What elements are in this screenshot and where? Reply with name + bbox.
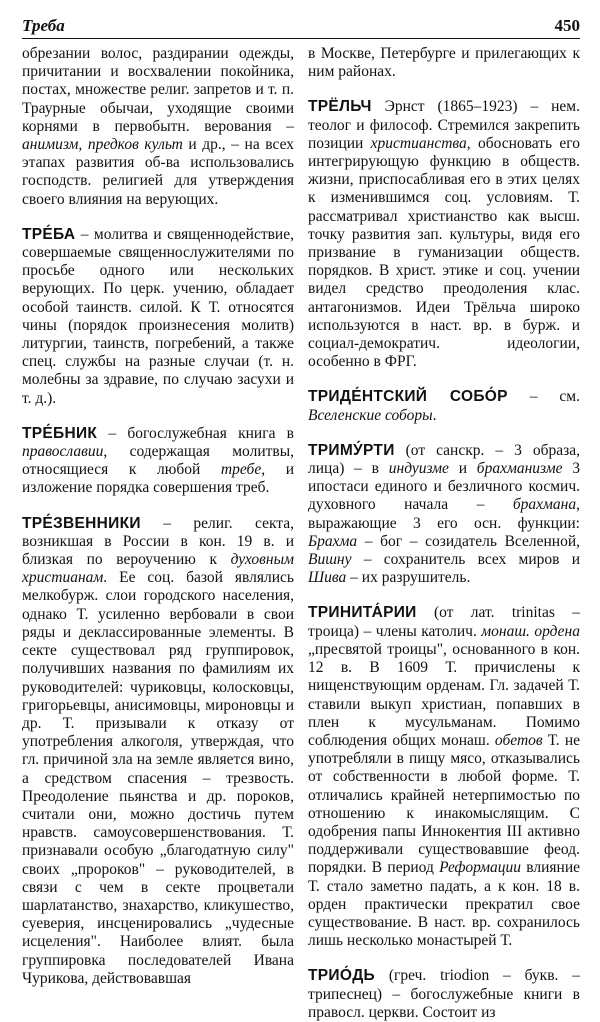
text-run: – богослужебная книга в (97, 424, 294, 442)
headword: ТРИДЕ́НТСКИЙ СОБО́Р (308, 388, 508, 406)
cross-reference: брахмана (512, 496, 577, 514)
text-run: – молитва и священнодействие, совершаемые священнослужителями по просьбе одного или нескольких верующих. По церк. учению, обладает особой таинств. силой. К Т. относятся чины (порядок произнесения молитв) литургии, таинств, погребений, а также спец. службы на разные случаи (т. н. молебны за здравие, по случаю засухи и т. д.). (22, 225, 294, 407)
text-run: (от лат. trinitas – троица) – члены католич. (308, 604, 580, 640)
entry-text (22, 45, 294, 209)
cross-reference: Вселенские соборы (308, 406, 433, 424)
cross-reference: индуизме (388, 460, 449, 478)
text-run: – религ. секта, возникшая в России в кон. 19 в. и близкая по вероучению к (22, 514, 294, 569)
text-run: 3 ипостаси единого и безличного космич. духовного начала – (308, 460, 581, 514)
headword: ТРЕ́БА (22, 225, 76, 243)
entry-trimurti (308, 442, 580, 588)
cross-reference: Вишну (308, 551, 352, 569)
entry-text (22, 226, 294, 408)
entry-troelch (308, 98, 580, 371)
text-run: Эрнст (1865–1923) – нем. теолог и философ. Стремился закрепить позиции (308, 98, 580, 152)
cross-reference: христианства (370, 134, 467, 152)
entry-trident (308, 388, 580, 424)
text-run: (от санскр. – 3 образа, лица) – в (308, 441, 580, 478)
text-run: влияние Т. стало заметно падать, а к кон. 18 в. орден практически прекратил свое существование. В наст. вр. сохранилось лишь несколько монастырей Т. (308, 859, 581, 950)
entry-text (22, 425, 294, 498)
cross-reference: Брахма (308, 532, 358, 550)
entry-continuation (308, 45, 580, 81)
running-head: Треба (22, 16, 65, 35)
text-run: – бог – созидатель Вселенной, (357, 532, 580, 550)
text-run: , выражающие 3 его осн. функции: (308, 496, 580, 532)
text-run: – см. (507, 388, 580, 406)
text-run: . Ее соц. базой являлись мелкобурж. слои городского населения, однако Т. усиленно вербовали в свои ряды и деклассированные элементы. В секте существовал ряд группировок, получивших названия по фамилиям их руководителей: чуриковцы, колосковцы, григорьевцы, анисимовцы, мироновцы и др. Т. призывали к отказу от употребления алкоголя, утверждая, что гл. причиной зла на земле является вино, а средством спасения – трезвость. Преодоление пьянства и др. пороков, считали они, можно достичь путем нравств. самоусовершенствования. Т. признавали особую „благодатную силу" своих „пророков" – руководителей, в связи с чем в секте процветали шарлатанство, знахарство, кликушество, суеверия, инсценировались „чудесные исцеления". Наиболее влият. была группировка последователей Ивана Чурикова, действовавшая (22, 569, 294, 987)
text-run: обрезании волос, раздирании одежды, причитании и восхвалении покойника, постах, множестве религ. запретов и т. п. Траурные обычаи, уходящие своими корнями в первобытн. верования – (22, 45, 294, 135)
entry-trebnik (22, 425, 294, 498)
cross-reference: брахманизме (476, 460, 563, 478)
left-column (22, 45, 294, 1022)
entry-triod (308, 967, 580, 1022)
text-columns (22, 45, 580, 1022)
cross-reference: Реформации (439, 859, 521, 877)
text-run: и др., – на всех этапах развития об-ва использовались господств. религией для утверждения своего влияния на верующих. (22, 136, 295, 208)
entry-text (308, 604, 580, 950)
text-run: – сохранитель всех миров и (351, 551, 580, 569)
cross-reference: монаш. ордена (481, 622, 580, 640)
headword: ТРЁЛЬЧ (308, 98, 372, 116)
entry-text (308, 388, 580, 424)
cross-reference: духовным христианам (22, 551, 294, 587)
headword: ТРИМУ́РТИ (308, 441, 395, 459)
page-header (22, 14, 580, 39)
entry-text (308, 442, 580, 588)
entry-continuation (22, 45, 294, 209)
entry-trezvenniki (22, 515, 294, 988)
headword: ТРЕ́ЗВЕННИКИ (22, 514, 141, 532)
entry-text (308, 967, 580, 1022)
entry-treba (22, 226, 294, 408)
text-run: , содержащая молитвы, относящиеся к любой (22, 443, 294, 479)
headword: ТРЕ́БНИК (22, 424, 98, 442)
text-run: и (448, 460, 477, 478)
entry-text (308, 45, 580, 81)
entry-text (308, 98, 580, 371)
text-run: „пресвятой троицы", основанного в кон. 12 в. В 1609 Т. причислены к нищенствующим орденам. Гл. задачей Т. ставили выкуп христиан, попавших в плен к мусульманам. Помимо соблюдения общих монаш. (308, 640, 580, 749)
text-run: (греч. triodion – букв. – трипеснец) – богослужебные книги в правосл. церкви. Состоит из (308, 967, 580, 1021)
cross-reference: православии (22, 443, 104, 461)
cross-reference: анимизм, предков культ (22, 136, 183, 154)
headword: ТРИО́ДЬ (308, 967, 375, 985)
cross-reference: требе (220, 461, 262, 479)
entry-text (22, 515, 294, 988)
right-column (308, 45, 580, 1022)
text-run: в Москве, Петербурге и прилегающих к ним районах. (308, 45, 580, 81)
cross-reference: обетов (494, 731, 543, 749)
text-run: Т. не употребляли в пищу мясо, отказывались от собственности в любой форме. Т. отличались крайней нетерпимостью по отношению к инакомыслящим. С одобрения папы Иннокентия III активно поддерживали существовавшие феод. порядки. В период (308, 731, 580, 877)
text-run: , обосновать его интегрирующую функцию в обществ. жизни, приспосабливая его в этих целях к изменившимся соц. условиям. Т. рассматривал христианство как высш. точку развития зап. культуры, видя его призвание в гуманизации обществ. порядков. В христ. этике и соц. учении видел средство преодоления клас. антагонизмов. Идеи Трёльча широко используются в наст. вр. в бурж. и социал-демократич. идеологии, особенно в ФРГ. (308, 134, 580, 371)
page-number: 450 (554, 16, 580, 35)
text-run: – их разрушитель. (346, 569, 471, 587)
text-run: , и изложение порядка совершения треб. (22, 461, 294, 497)
text-run: . (432, 406, 437, 424)
headword: ТРИНИТА́РИИ (308, 604, 417, 622)
entry-trinitarii (308, 604, 580, 950)
cross-reference: Шива (308, 569, 347, 587)
